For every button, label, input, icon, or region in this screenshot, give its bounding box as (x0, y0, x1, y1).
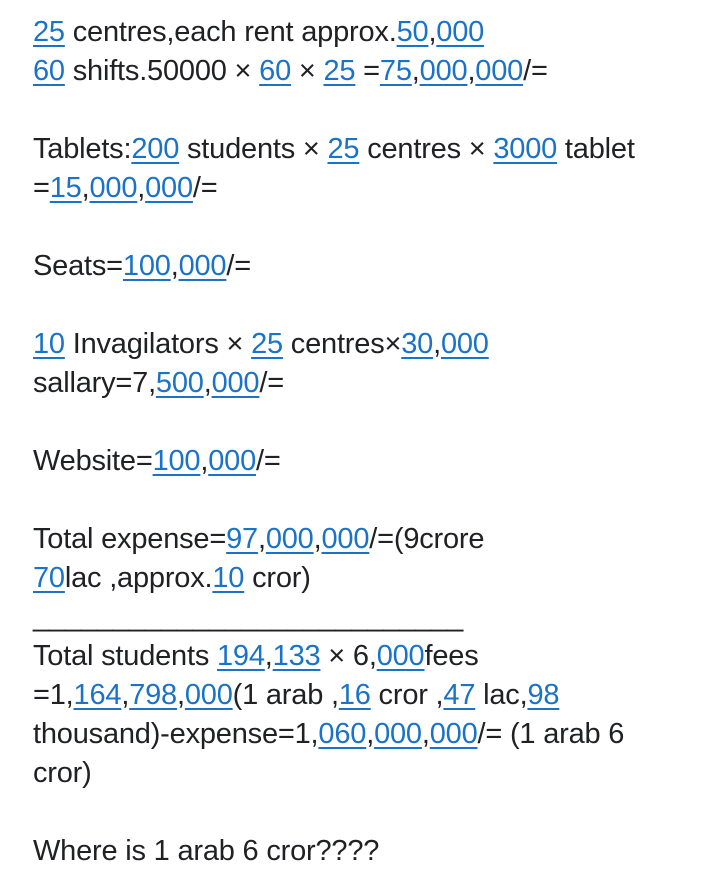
text-segment: /= (259, 367, 284, 399)
number-link[interactable]: 500 (155, 367, 204, 399)
text-segment: fees (424, 640, 479, 672)
blank-line (33, 286, 713, 325)
text-segment: cror) (33, 757, 92, 789)
number-link[interactable]: 75 (379, 55, 412, 87)
text-line (33, 520, 713, 559)
number-link[interactable]: 000 (211, 367, 260, 399)
text-line (33, 637, 713, 676)
number-link[interactable]: 200 (131, 133, 180, 165)
text-segment: thousand)-expense=1, (33, 718, 319, 750)
number-link[interactable]: 000 (265, 523, 314, 555)
text-line (33, 364, 713, 403)
number-link[interactable]: 100 (122, 250, 171, 282)
text-segment: centres× (282, 328, 402, 360)
number-link[interactable]: 100 (152, 445, 201, 477)
text-segment: sallary=7, (33, 367, 156, 399)
text-segment: Total expense= (33, 523, 227, 555)
text-line (33, 13, 713, 52)
text-line (33, 130, 713, 169)
number-link[interactable]: 060 (318, 718, 367, 750)
number-link[interactable]: 000 (436, 16, 485, 48)
text-segment: = (355, 55, 380, 87)
number-link[interactable]: 000 (376, 640, 425, 672)
text-segment: lac, (475, 679, 528, 711)
blank-line (33, 481, 713, 520)
text-segment: Seats= (33, 250, 123, 282)
text-segment: Where is 1 arab 6 cror???? (33, 835, 380, 867)
number-link[interactable]: 000 (419, 55, 468, 87)
number-link[interactable]: 000 (145, 172, 193, 204)
text-segment: centres × (359, 133, 494, 165)
text-segment: Invagilators × (64, 328, 252, 360)
text-segment: /= (226, 250, 251, 282)
text-segment: /= (1 arab 6 (477, 718, 625, 750)
text-segment: , (170, 250, 179, 282)
text-segment: Tablets: (33, 133, 132, 165)
number-link[interactable]: 97 (226, 523, 258, 555)
text-segment: , (467, 55, 476, 87)
text-segment: /= (523, 55, 548, 87)
text-line (33, 247, 713, 286)
number-link[interactable]: 000 (374, 718, 422, 750)
text-segment: shifts.50000 × (64, 55, 260, 87)
text-line (33, 676, 713, 715)
number-link[interactable]: 60 (259, 55, 292, 87)
text-segment: lac ,approx. (64, 562, 213, 594)
text-line (33, 754, 713, 793)
number-link[interactable]: 133 (272, 640, 321, 672)
text-segment: tablet (557, 133, 635, 165)
text-segment: ___________________________ (33, 601, 464, 633)
blank-line (33, 793, 713, 832)
text-segment: , (433, 328, 441, 360)
text-line (33, 715, 713, 754)
number-link[interactable]: 3000 (493, 133, 558, 165)
text-line (33, 598, 713, 637)
number-link[interactable]: 98 (527, 679, 560, 711)
text-line (33, 832, 713, 871)
text-segment: , (421, 718, 430, 750)
text-segment: , (121, 679, 130, 711)
text-segment: , (257, 523, 266, 555)
text-line (33, 442, 713, 481)
text-segment: , (428, 16, 437, 48)
text-segment: students × (179, 133, 328, 165)
number-link[interactable]: 798 (129, 679, 177, 711)
text-segment: × 6, (320, 640, 377, 672)
text-line (33, 169, 713, 208)
text-segment: , (366, 718, 375, 750)
text-segment: × (291, 55, 324, 87)
text-segment: Website= (33, 445, 153, 477)
number-link[interactable]: 000 (178, 250, 227, 282)
text-segment: , (411, 55, 420, 87)
number-link[interactable]: 60 (33, 55, 65, 87)
number-link[interactable]: 25 (323, 55, 356, 87)
blank-line (33, 91, 713, 130)
text-line (33, 52, 713, 91)
number-link[interactable]: 25 (251, 328, 283, 360)
number-link[interactable]: 70 (33, 562, 65, 594)
text-segment: , (203, 367, 212, 399)
number-link[interactable]: 000 (208, 445, 257, 477)
text-segment: centres,each rent approx. (64, 16, 397, 48)
number-link[interactable]: 000 (89, 172, 138, 204)
text-segment: /= (256, 445, 281, 477)
text-segment: =1, (33, 679, 74, 711)
text-segment: = (33, 172, 50, 204)
blank-line (33, 403, 713, 442)
number-link[interactable]: 15 (49, 172, 82, 204)
text-segment: , (313, 523, 322, 555)
number-link[interactable]: 16 (338, 679, 371, 711)
text-segment: Total students (33, 640, 217, 672)
number-link[interactable]: 194 (217, 640, 265, 672)
number-link[interactable]: 25 (327, 133, 360, 165)
text-line (33, 559, 713, 598)
number-link[interactable]: 47 (443, 679, 476, 711)
number-link[interactable]: 10 (212, 562, 245, 594)
text-segment: (1 arab , (232, 679, 339, 711)
text-segment: , (200, 445, 209, 477)
text-segment: /= (192, 172, 218, 204)
text-segment: cror) (244, 562, 311, 594)
text-line (33, 325, 713, 364)
number-link[interactable]: 000 (440, 328, 489, 360)
number-link[interactable]: 000 (321, 523, 370, 555)
number-link[interactable]: 000 (475, 55, 524, 87)
number-link[interactable]: 164 (73, 679, 122, 711)
number-link[interactable]: 30 (401, 328, 434, 360)
text-segment: /=(9crore (369, 523, 485, 555)
number-link[interactable]: 10 (33, 328, 65, 360)
number-link[interactable]: 50 (396, 16, 429, 48)
text-segment: , (137, 172, 146, 204)
text-segment: , (176, 679, 185, 711)
text-segment: , (264, 640, 273, 672)
number-link[interactable]: 25 (33, 16, 65, 48)
text-segment: , (81, 172, 90, 204)
number-link[interactable]: 000 (429, 718, 478, 750)
text-segment: cror , (370, 679, 444, 711)
blank-line (33, 208, 713, 247)
note-text-body (33, 13, 713, 871)
number-link[interactable]: 000 (184, 679, 233, 711)
